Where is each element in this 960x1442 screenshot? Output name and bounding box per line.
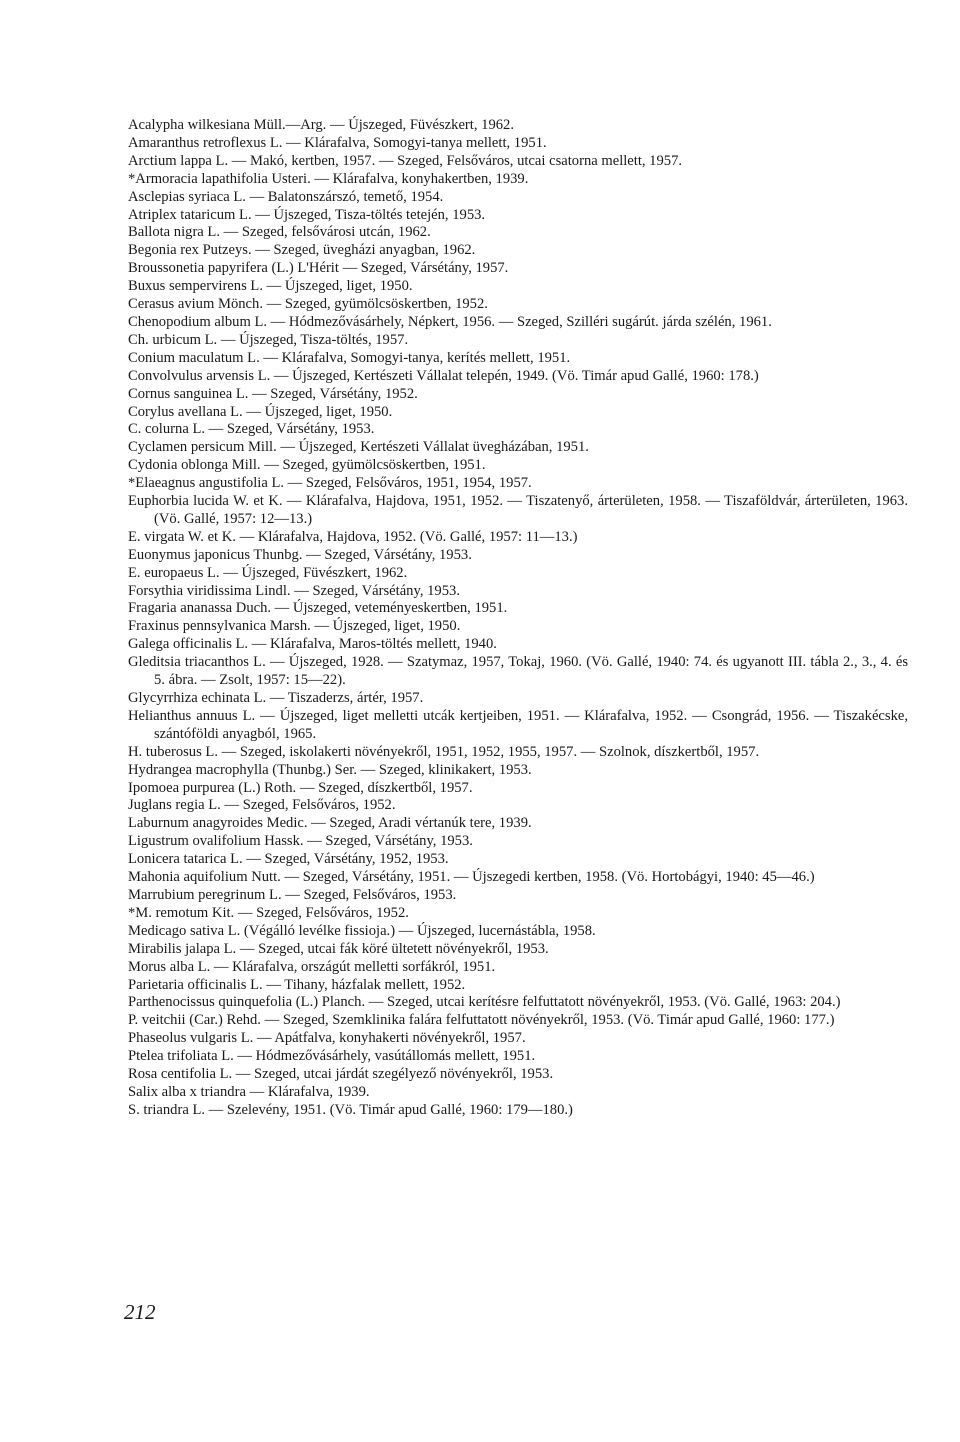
species-entry: Galega officinalis L. — Klárafalva, Maros-töltés mellett, 1940. bbox=[128, 636, 497, 653]
species-entry: Corylus avellana L. — Újszeged, liget, 1950. bbox=[128, 403, 393, 420]
species-entry: E. europaeus L. — Újszeged, Füvészkert, 1962. bbox=[128, 564, 408, 581]
species-list bbox=[128, 117, 908, 1120]
species-entry: Arctium lappa L. — Makó, kertben, 1957. — Szeged, Felsőváros, utcai csatorna mellett, 1957. bbox=[128, 152, 683, 169]
species-entry: Parietaria officinalis L. — Tihany, házfalak mellett, 1952. bbox=[128, 976, 466, 993]
species-entry: Fraxinus pennsylvanica Marsh. — Újszeged, liget, 1950. bbox=[128, 618, 461, 635]
species-entry: H. tuberosus L. — Szeged, iskolakerti növényekről, 1951, 1952, 1955, 1957. — Szolnok, díszkertből, 1957. bbox=[128, 743, 760, 760]
species-entry: Glycyrrhiza echinata L. — Tiszaderzs, ártér, 1957. bbox=[128, 690, 424, 706]
species-entry: C. colurna L. — Szeged, Vársétány, 1953. bbox=[128, 421, 375, 438]
species-entry: Broussonetia papyrifera (L.) L'Hérit — Szeged, Vársétány, 1957. bbox=[128, 260, 509, 277]
species-entry: Ch. urbicum L. — Újszeged, Tisza-töltés, 1957. bbox=[128, 331, 409, 348]
species-entry: Salix alba x triandra — Klárafalva, 1939. bbox=[128, 1083, 370, 1100]
species-entry: Parthenocissus quinquefolia (L.) Planch. — Szeged, utcai kerítésre felfuttatott növényekről, 1953. (Vö. Gallé, 1963: 204.) bbox=[128, 994, 841, 1011]
species-entry: Acalypha wilkesiana Müll.—Arg. — Újszeged, Füvészkert, 1962. bbox=[128, 117, 514, 133]
species-entry: Helianthus annuus L. — Újszeged, liget melletti utcák kertjeiben, 1951. — Klárafalva, 1952. — Csongrád, 1956. — Tiszakécske, szántóföldi anyagból, 1965. bbox=[128, 707, 908, 742]
species-entry: Euonymus japonicus Thunbg. — Szeged, Vársétány, 1953. bbox=[128, 546, 472, 563]
species-entry: Chenopodium album L. — Hódmezővásárhely, Népkert, 1956. — Szeged, Szilléri sugárút. járda szélén, 1961. bbox=[128, 313, 772, 330]
species-entry: Marrubium peregrinum L. — Szeged, Felsőváros, 1953. bbox=[128, 886, 457, 903]
species-entry: Ipomoea purpurea (L.) Roth. — Szeged, díszkertből, 1957. bbox=[128, 779, 473, 796]
species-entry: Cyclamen persicum Mill. — Újszeged, Kertészeti Vállalat üvegházában, 1951. bbox=[128, 439, 589, 456]
species-entry: Begonia rex Putzeys. — Szeged, üvegházi anyagban, 1962. bbox=[128, 242, 476, 259]
species-entry: Amaranthus retroflexus L. — Klárafalva, Somogyi-tanya mellett, 1951. bbox=[128, 134, 547, 151]
page-number: 212 bbox=[124, 1300, 156, 1324]
species-entry: P. veitchii (Car.) Rehd. — Szeged, Szemklinika falára felfuttatott növényekről, 1953. (Vö. Timár apud Gallé, 1960: 177.) bbox=[128, 1012, 835, 1029]
species-entry: Lonicera tatarica L. — Szeged, Vársétány, 1952, 1953. bbox=[128, 851, 449, 868]
species-entry: *M. remotum Kit. — Szeged, Felsőváros, 1952. bbox=[128, 904, 409, 921]
species-entry: Buxus sempervirens L. — Újszeged, liget, 1950. bbox=[128, 278, 413, 295]
species-entry: Mirabilis jalapa L. — Szeged, utcai fák köré ültetett növényekről, 1953. bbox=[128, 940, 549, 957]
species-entry: Hydrangea macrophylla (Thunbg.) Ser. — Szeged, klinikakert, 1953. bbox=[128, 761, 532, 778]
species-entry: Rosa centifolia L. — Szeged, utcai járdát szegélyező növényekről, 1953. bbox=[128, 1066, 554, 1083]
species-entry: Phaseolus vulgaris L. — Apátfalva, konyhakerti növényekről, 1957. bbox=[128, 1030, 526, 1047]
species-entry: *Elaeagnus angustifolia L. — Szeged, Felsőváros, 1951, 1954, 1957. bbox=[128, 475, 532, 492]
species-entry: Ligustrum ovalifolium Hassk. — Szeged, Vársétány, 1953. bbox=[128, 833, 473, 850]
species-entry: Medicago sativa L. (Végálló levélke fissioja.) — Újszeged, lucernástábla, 1958. bbox=[128, 922, 596, 939]
species-entry: Conium maculatum L. — Klárafalva, Somogyi-tanya, kerítés mellett, 1951. bbox=[128, 349, 571, 366]
species-entry: Cydonia oblonga Mill. — Szeged, gyümölcsöskertben, 1951. bbox=[128, 457, 486, 474]
species-entry: Asclepias syriaca L. — Balatonszárszó, temető, 1954. bbox=[128, 188, 444, 205]
species-entry: Fragaria ananassa Duch. — Újszeged, veteményeskertben, 1951. bbox=[128, 600, 508, 617]
species-entry: Atriplex tataricum L. — Újszeged, Tisza-töltés tetején, 1953. bbox=[128, 206, 486, 223]
species-entry: Gleditsia triacanthos L. — Újszeged, 1928. — Szatymaz, 1957, Tokaj, 1960. (Vö. Gallé, 1940: 74. és ugyanott III. tábla 2., 3., 4. és 5. ábra. — Zsolt, 1957: 15—22). bbox=[128, 654, 908, 689]
species-entry: E. virgata W. et K. — Klárafalva, Hajdova, 1952. (Vö. Gallé, 1957: 11—13.) bbox=[128, 528, 578, 545]
species-entry: Mahonia aquifolium Nutt. — Szeged, Vársétány, 1951. — Újszegedi kertben, 1958. (Vö. Hortobágyi, 1940: 45—46.) bbox=[128, 869, 815, 886]
species-entry: *Armoracia lapathifolia Usteri. — Klárafalva, konyhakertben, 1939. bbox=[128, 170, 529, 187]
species-entry: Laburnum anagyroides Medic. — Szeged, Aradi vértanúk tere, 1939. bbox=[128, 815, 532, 832]
species-entry: Ballota nigra L. — Szeged, felsővárosi utcán, 1962. bbox=[128, 224, 431, 241]
species-entry: Euphorbia lucida W. et K. — Klárafalva, Hajdova, 1951, 1952. — Tiszatenyő, árterületen, 1958. — Tiszaföldvár, árterületen, 1963. (Vö. Gallé, 1957: 12—13.) bbox=[128, 493, 908, 527]
species-entry: Forsythia viridissima Lindl. — Szeged, Vársétány, 1953. bbox=[128, 582, 460, 599]
species-entry: Cerasus avium Mönch. — Szeged, gyümölcsöskertben, 1952. bbox=[128, 296, 488, 313]
species-entry: Convolvulus arvensis L. — Újszeged, Kertészeti Vállalat telepén, 1949. (Vö. Timár apud Gallé, 1960: 178.) bbox=[128, 367, 759, 384]
species-entry: Morus alba L. — Klárafalva, országút melletti sorfákról, 1951. bbox=[128, 958, 496, 975]
species-entry: Ptelea trifoliata L. — Hódmezővásárhely, vasútállomás mellett, 1951. bbox=[128, 1048, 536, 1065]
species-entry: S. triandra L. — Szelevény, 1951. (Vö. Timár apud Gallé, 1960: 179—180.) bbox=[128, 1101, 573, 1118]
species-entry: Cornus sanguinea L. — Szeged, Vársétány, 1952. bbox=[128, 385, 418, 402]
species-entry: Juglans regia L. — Szeged, Felsőváros, 1952. bbox=[128, 797, 396, 814]
